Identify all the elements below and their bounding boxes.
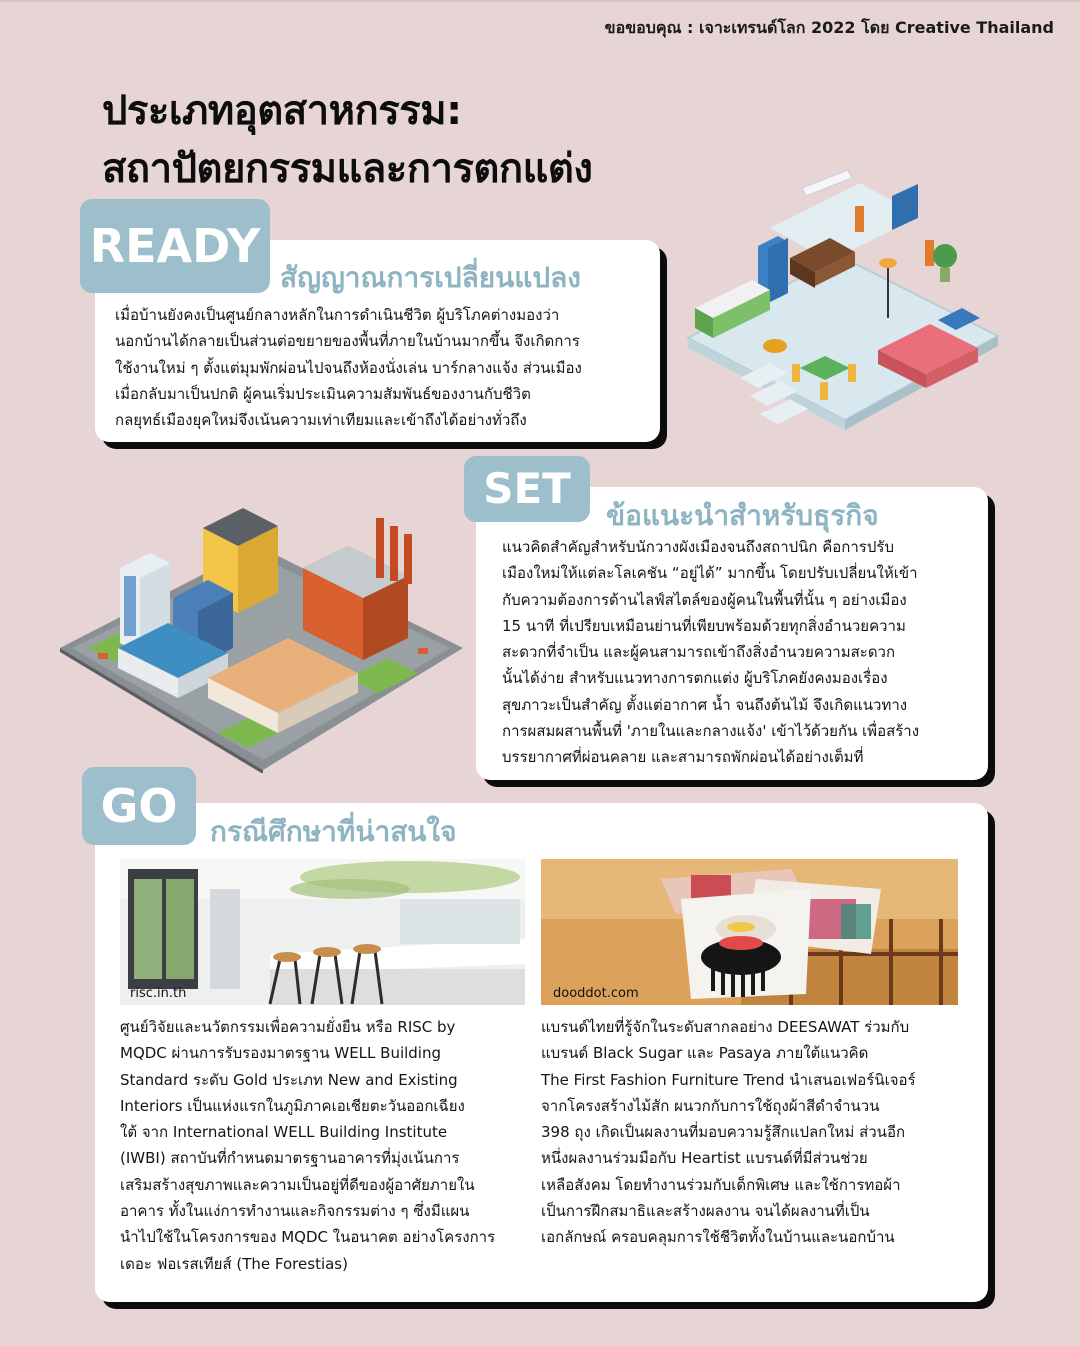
set-tag: SET	[464, 456, 590, 522]
text-line: เดอะ ฟอเรสเทียส์ (The Forestias)	[120, 1254, 348, 1273]
text-line: 15 นาที ที่เปรียบเหมือนย่านที่เพียบพร้อมด้วยทุกสิ่งอำนวยความ	[502, 616, 906, 635]
woven-pillows-image	[541, 859, 958, 1005]
text-line: กลยุทธ์เมืองยุคใหม่จึงเน้นความเท่าเทียมและเข้าถึงได้อย่างทั่วถึง	[115, 411, 527, 430]
credit-line: ขอขอบคุณ : เจาะเทรนด์โลก 2022 โดย Creative Thailand	[604, 18, 1054, 37]
text-line: Standard ระดับ Gold ประเภท New and Existing	[120, 1070, 458, 1089]
go-left-body	[120, 1014, 528, 1277]
text-line: นอกบ้านได้กลายเป็นส่วนต่อขยายของพื้นที่ภายในบ้านมากขึ้น จึงเกิดการ	[115, 332, 580, 351]
left-photo-caption: risc.in.th	[130, 986, 187, 1001]
isometric-house-illustration	[680, 168, 1005, 453]
text-line: จากโครงสร้างไม้สัก ผนวกกับการใช้ถุงผ้าสีดำจำนวน	[541, 1096, 880, 1115]
text-line: ใช้งานใหม่ ๆ ตั้งแต่มุมพักผ่อนไปจนถึงห้องนั่งเล่น บาร์กลางแจ้ง ส่วนเมือง	[115, 358, 582, 377]
text-line: 398 ถุง เกิดเป็นผลงานที่มอบความรู้สึกแปลกใหม่ ส่วนอีก	[541, 1123, 906, 1142]
text-line: (IWBI) สถาบันที่กำหนดมาตรฐานอาคารที่มุ่งเน้นการ	[120, 1149, 460, 1168]
text-line: อาคาร ทั้งในแง่การทำงานและกิจกรรมต่าง ๆ ซึ่งมีแผน	[120, 1202, 470, 1221]
woven-pillows-photo	[541, 859, 958, 1005]
page-title-line-2: สถาปัตยกรรมและการตกแต่ง	[102, 146, 593, 192]
go-right-body	[541, 1014, 961, 1251]
text-line: MQDC ผ่านการรับรองมาตรฐาน WELL Building	[120, 1044, 442, 1063]
go-tag: GO	[82, 767, 196, 845]
text-line: การผสมผสานพื้นที่ 'ภายในและกลางแจ้ง' เข้าไว้ด้วยกัน เพื่อสร้าง	[502, 722, 920, 741]
top-rule	[0, 0, 1080, 2]
text-line: เอกลักษณ์ ครอบคลุมการใช้ชีวิตทั้งในบ้านและนอกบ้าน	[541, 1228, 895, 1247]
text-line: แบรนด์ Black Sugar และ Pasaya ภายใต้แนวคิด	[541, 1044, 869, 1063]
text-line: สุขภาวะเป็นสำคัญ ตั้งแต่อากาศ น้ำ จนถึงต้นไม้ จึงเกิดแนวทาง	[502, 695, 908, 714]
text-line: เมื่อบ้านยังคงเป็นศูนย์กลางหลักในการดำเนินชีวิต ผู้บริโภคต่างมองว่า	[115, 306, 560, 324]
text-line: ใต้ จาก International WELL Building Institute	[120, 1123, 448, 1142]
office-interior-image	[120, 859, 525, 1005]
text-line: เป็นการฝึกสมาธิและสร้างผลงาน จนได้ผลงานที่เป็น	[541, 1202, 870, 1221]
text-line: เมื่อกลับมาเป็นปกติ ผู้คนเริ่มประเมินความสัมพันธ์ของงานกับชีวิต	[115, 384, 531, 403]
text-line: บรรยากาศที่ผ่อนคลาย และสามารถพักผ่อนได้อย่างเต็มที่	[502, 748, 864, 767]
text-line: เสริมสร้างสุขภาพและความเป็นอยู่ที่ดีของผู้อาศัยภายใน	[120, 1175, 475, 1194]
text-line: แนวคิดสำคัญสำหรับนักวางผังเมืองจนถึงสถาปนิก คือการปรับ	[502, 538, 894, 556]
text-line: สะดวกที่จำเป็น และผู้คนสามารถเข้าถึงสิ่งอำนวยความสะดวก	[502, 643, 896, 662]
page-title-line-1: ประเภทอุตสาหกรรม:	[102, 88, 462, 134]
set-heading: ข้อแนะนำสำหรับธุรกิจ	[606, 499, 879, 532]
ready-heading: สัญญาณการเปลี่ยนแปลง	[280, 261, 581, 294]
text-line: The First Fashion Furniture Trend นำเสนอเฟอร์นิเจอร์	[541, 1070, 916, 1089]
text-line: เมืองใหม่ให้แต่ละโลเคชัน “อยู่ได้” มากขึ้น โดยปรับเปลี่ยนให้เข้า	[502, 564, 918, 583]
text-line: กับความต้องการด้านไลฟ์สไตล์ของผู้คนในพื้นที่นั้น ๆ อย่างเมือง	[502, 590, 907, 609]
right-photo-caption: dooddot.com	[553, 986, 639, 1001]
ready-body	[115, 302, 650, 433]
text-line: ศูนย์วิจัยและนวัตกรรมเพื่อความยั่งยืน หรือ RISC by	[120, 1018, 456, 1036]
text-line: แบรนด์ไทยที่รู้จักในระดับสากลอย่าง DEESAWAT ร่วมกับ	[541, 1018, 910, 1036]
text-line: นำไปใช้ในโครงการของ MQDC ในอนาคต อย่างโครงการ	[120, 1228, 496, 1247]
text-line: เหลือสังคม โดยทำงานร่วมกับเด็กพิเศษ และใช้การทอผ้า	[541, 1175, 901, 1194]
isometric-factory-city-illustration	[58, 498, 468, 773]
text-line: หนึ่งผลงานร่วมมือกับ Heartist แบรนด์ที่มีส่วนช่วย	[541, 1149, 868, 1168]
text-line: Interiors เป็นแห่งแรกในภูมิภาคเอเชียตะวันออกเฉียง	[120, 1096, 465, 1115]
go-heading: กรณีศึกษาที่น่าสนใจ	[210, 815, 457, 848]
text-line: นั้นได้ง่าย สำหรับแนวทางการตกแต่ง ผู้บริโภคยังคงมองเรื่อง	[502, 669, 888, 688]
ready-tag: READY	[80, 199, 270, 293]
set-body	[502, 534, 972, 771]
office-interior-photo	[120, 859, 525, 1005]
